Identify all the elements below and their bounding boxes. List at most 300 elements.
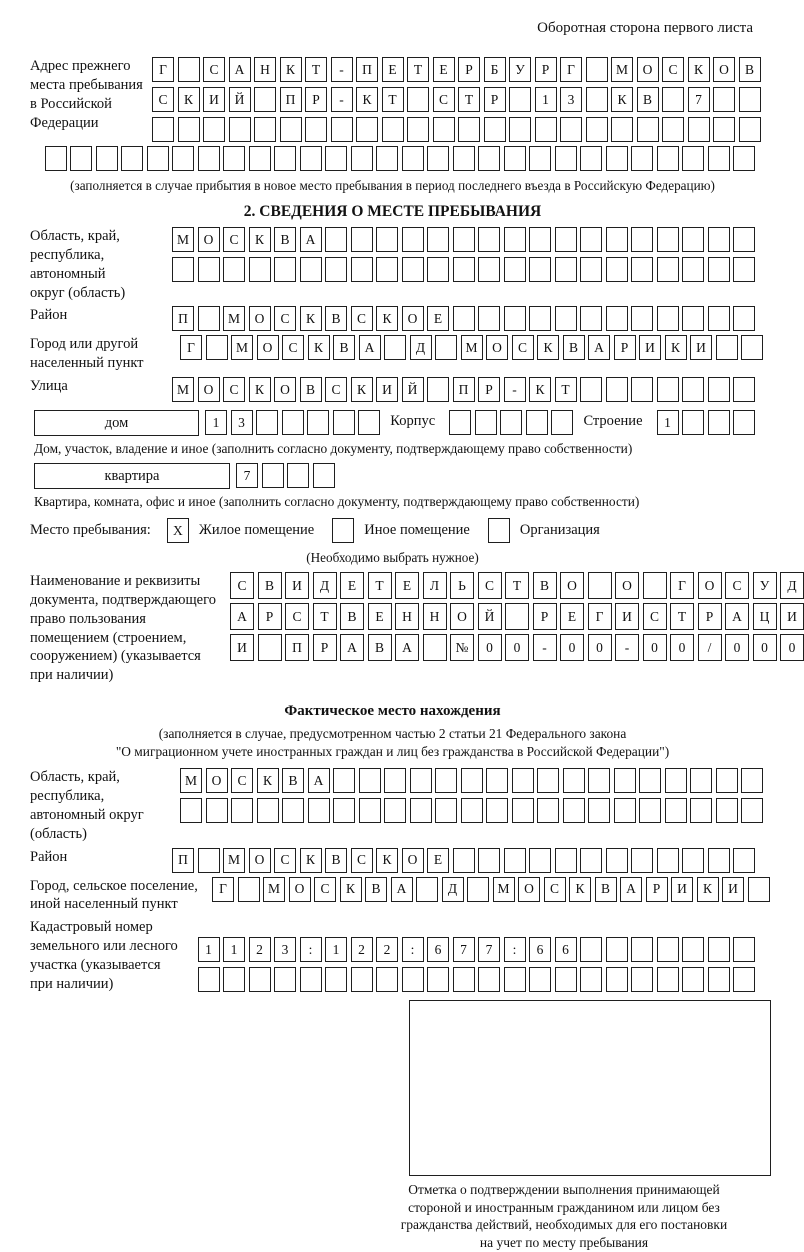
- char-cell[interactable]: [555, 257, 577, 282]
- char-cell[interactable]: [453, 227, 475, 252]
- checkbox-zhiloe[interactable]: X: [167, 518, 189, 543]
- char-cell[interactable]: 0: [780, 634, 804, 661]
- char-cell[interactable]: [657, 937, 679, 962]
- char-cell[interactable]: 6: [555, 937, 577, 962]
- char-cell[interactable]: [351, 146, 373, 171]
- char-cell[interactable]: [486, 768, 508, 793]
- char-cell[interactable]: [537, 768, 559, 793]
- char-cell[interactable]: С: [152, 87, 174, 112]
- char-cell[interactable]: [708, 146, 730, 171]
- char-cell[interactable]: Т: [505, 572, 529, 599]
- char-cell[interactable]: [708, 848, 730, 873]
- char-cell[interactable]: Й: [402, 377, 424, 402]
- char-cell[interactable]: [733, 227, 755, 252]
- char-cell[interactable]: К: [300, 848, 322, 873]
- char-cell[interactable]: [682, 967, 704, 992]
- char-cell[interactable]: [512, 798, 534, 823]
- char-cell[interactable]: Р: [533, 603, 557, 630]
- char-cell[interactable]: [308, 798, 330, 823]
- char-cell[interactable]: [478, 146, 500, 171]
- char-cell[interactable]: Г: [212, 877, 234, 902]
- char-cell[interactable]: 0: [725, 634, 749, 661]
- char-cell[interactable]: [741, 768, 763, 793]
- char-cell[interactable]: Л: [423, 572, 447, 599]
- char-cell[interactable]: [152, 117, 174, 142]
- char-cell[interactable]: -: [331, 57, 353, 82]
- char-cell[interactable]: К: [249, 227, 271, 252]
- char-cell[interactable]: И: [230, 634, 254, 661]
- char-cell[interactable]: [535, 117, 557, 142]
- char-cell[interactable]: М: [231, 335, 253, 360]
- char-cell[interactable]: П: [356, 57, 378, 82]
- char-cell[interactable]: [586, 87, 608, 112]
- char-cell[interactable]: 3: [274, 937, 296, 962]
- char-cell[interactable]: [333, 768, 355, 793]
- char-cell[interactable]: И: [639, 335, 661, 360]
- char-cell[interactable]: [563, 798, 585, 823]
- char-cell[interactable]: С: [325, 377, 347, 402]
- char-cell[interactable]: [708, 377, 730, 402]
- char-cell[interactable]: С: [544, 877, 566, 902]
- char-cell[interactable]: [682, 377, 704, 402]
- char-cell[interactable]: [586, 117, 608, 142]
- char-cell[interactable]: 7: [453, 937, 475, 962]
- char-cell[interactable]: [690, 798, 712, 823]
- char-cell[interactable]: 2: [376, 937, 398, 962]
- char-cell[interactable]: [249, 967, 271, 992]
- char-cell[interactable]: [282, 410, 304, 435]
- char-cell[interactable]: 0: [560, 634, 584, 661]
- char-cell[interactable]: Н: [254, 57, 276, 82]
- char-cell[interactable]: О: [518, 877, 540, 902]
- char-cell[interactable]: [384, 768, 406, 793]
- char-cell[interactable]: [739, 117, 761, 142]
- char-cell[interactable]: [453, 257, 475, 282]
- char-cell[interactable]: [435, 335, 457, 360]
- char-cell[interactable]: М: [493, 877, 515, 902]
- char-cell[interactable]: [631, 257, 653, 282]
- char-cell[interactable]: П: [285, 634, 309, 661]
- char-cell[interactable]: [435, 798, 457, 823]
- char-cell[interactable]: [402, 227, 424, 252]
- char-cell[interactable]: [662, 87, 684, 112]
- char-cell[interactable]: С: [351, 848, 373, 873]
- char-cell[interactable]: К: [351, 377, 373, 402]
- char-cell[interactable]: [555, 146, 577, 171]
- char-cell[interactable]: [682, 937, 704, 962]
- char-cell[interactable]: [606, 306, 628, 331]
- char-cell[interactable]: В: [533, 572, 557, 599]
- char-cell[interactable]: С: [230, 572, 254, 599]
- char-cell[interactable]: [588, 572, 612, 599]
- char-cell[interactable]: [333, 410, 355, 435]
- char-cell[interactable]: О: [560, 572, 584, 599]
- char-cell[interactable]: П: [172, 848, 194, 873]
- char-cell[interactable]: [223, 967, 245, 992]
- char-cell[interactable]: [580, 306, 602, 331]
- char-cell[interactable]: Д: [780, 572, 804, 599]
- char-cell[interactable]: [356, 117, 378, 142]
- char-cell[interactable]: К: [665, 335, 687, 360]
- char-cell[interactable]: А: [300, 227, 322, 252]
- char-cell[interactable]: О: [249, 306, 271, 331]
- char-cell[interactable]: 1: [223, 937, 245, 962]
- char-cell[interactable]: Д: [313, 572, 337, 599]
- char-cell[interactable]: [733, 257, 755, 282]
- char-cell[interactable]: [384, 798, 406, 823]
- char-cell[interactable]: Е: [427, 848, 449, 873]
- char-cell[interactable]: [325, 227, 347, 252]
- char-cell[interactable]: [427, 967, 449, 992]
- char-cell[interactable]: [172, 257, 194, 282]
- char-cell[interactable]: 6: [427, 937, 449, 962]
- char-cell[interactable]: [198, 146, 220, 171]
- char-cell[interactable]: П: [453, 377, 475, 402]
- char-cell[interactable]: А: [395, 634, 419, 661]
- char-cell[interactable]: [657, 967, 679, 992]
- char-cell[interactable]: С: [223, 377, 245, 402]
- char-cell[interactable]: [461, 768, 483, 793]
- char-cell[interactable]: М: [461, 335, 483, 360]
- char-cell[interactable]: [529, 146, 551, 171]
- char-cell[interactable]: Ь: [450, 572, 474, 599]
- char-cell[interactable]: 7: [688, 87, 710, 112]
- char-cell[interactable]: [435, 768, 457, 793]
- char-cell[interactable]: А: [340, 634, 364, 661]
- char-cell[interactable]: [238, 877, 260, 902]
- char-cell[interactable]: О: [249, 848, 271, 873]
- char-cell[interactable]: А: [359, 335, 381, 360]
- char-cell[interactable]: У: [753, 572, 777, 599]
- char-cell[interactable]: [614, 768, 636, 793]
- char-cell[interactable]: С: [282, 335, 304, 360]
- char-cell[interactable]: Т: [670, 603, 694, 630]
- char-cell[interactable]: [688, 117, 710, 142]
- char-cell[interactable]: [537, 798, 559, 823]
- char-cell[interactable]: [708, 227, 730, 252]
- char-cell[interactable]: [733, 306, 755, 331]
- char-cell[interactable]: 2: [249, 937, 271, 962]
- char-cell[interactable]: Р: [646, 877, 668, 902]
- char-cell[interactable]: [484, 117, 506, 142]
- char-cell[interactable]: М: [223, 848, 245, 873]
- char-cell[interactable]: Д: [442, 877, 464, 902]
- char-cell[interactable]: [427, 257, 449, 282]
- char-cell[interactable]: Е: [368, 603, 392, 630]
- char-cell[interactable]: [682, 306, 704, 331]
- char-cell[interactable]: [249, 146, 271, 171]
- char-cell[interactable]: С: [314, 877, 336, 902]
- char-cell[interactable]: В: [563, 335, 585, 360]
- char-cell[interactable]: К: [300, 306, 322, 331]
- char-cell[interactable]: М: [611, 57, 633, 82]
- char-cell[interactable]: 7: [236, 463, 258, 488]
- char-cell[interactable]: [733, 848, 755, 873]
- char-cell[interactable]: [453, 306, 475, 331]
- char-cell[interactable]: [504, 257, 526, 282]
- char-cell[interactable]: Н: [395, 603, 419, 630]
- char-cell[interactable]: О: [698, 572, 722, 599]
- char-cell[interactable]: 1: [205, 410, 227, 435]
- char-cell[interactable]: О: [402, 306, 424, 331]
- char-cell[interactable]: С: [274, 848, 296, 873]
- char-cell[interactable]: [708, 967, 730, 992]
- char-cell[interactable]: Е: [340, 572, 364, 599]
- char-cell[interactable]: А: [229, 57, 251, 82]
- char-cell[interactable]: Й: [229, 87, 251, 112]
- char-cell[interactable]: С: [274, 306, 296, 331]
- char-cell[interactable]: Г: [152, 57, 174, 82]
- char-cell[interactable]: [555, 227, 577, 252]
- char-cell[interactable]: [716, 335, 738, 360]
- char-cell[interactable]: Г: [560, 57, 582, 82]
- char-cell[interactable]: [529, 227, 551, 252]
- char-cell[interactable]: 7: [478, 937, 500, 962]
- char-cell[interactable]: [223, 146, 245, 171]
- char-cell[interactable]: В: [325, 848, 347, 873]
- char-cell[interactable]: О: [402, 848, 424, 873]
- char-cell[interactable]: О: [615, 572, 639, 599]
- char-cell[interactable]: К: [697, 877, 719, 902]
- char-cell[interactable]: Ц: [753, 603, 777, 630]
- char-cell[interactable]: [257, 798, 279, 823]
- kvartira-type-box[interactable]: квартира: [34, 463, 230, 489]
- char-cell[interactable]: П: [172, 306, 194, 331]
- char-cell[interactable]: [682, 257, 704, 282]
- char-cell[interactable]: А: [230, 603, 254, 630]
- char-cell[interactable]: [526, 410, 548, 435]
- char-cell[interactable]: О: [206, 768, 228, 793]
- char-cell[interactable]: [588, 798, 610, 823]
- char-cell[interactable]: -: [331, 87, 353, 112]
- char-cell[interactable]: В: [739, 57, 761, 82]
- char-cell[interactable]: [178, 117, 200, 142]
- char-cell[interactable]: К: [178, 87, 200, 112]
- char-cell[interactable]: [708, 410, 730, 435]
- char-cell[interactable]: В: [368, 634, 392, 661]
- char-cell[interactable]: [580, 257, 602, 282]
- char-cell[interactable]: [478, 967, 500, 992]
- char-cell[interactable]: :: [402, 937, 424, 962]
- char-cell[interactable]: [529, 257, 551, 282]
- char-cell[interactable]: А: [725, 603, 749, 630]
- char-cell[interactable]: С: [285, 603, 309, 630]
- char-cell[interactable]: А: [588, 335, 610, 360]
- char-cell[interactable]: [733, 377, 755, 402]
- char-cell[interactable]: [733, 146, 755, 171]
- char-cell[interactable]: И: [615, 603, 639, 630]
- char-cell[interactable]: К: [688, 57, 710, 82]
- char-cell[interactable]: М: [263, 877, 285, 902]
- char-cell[interactable]: [300, 257, 322, 282]
- char-cell[interactable]: №: [450, 634, 474, 661]
- char-cell[interactable]: О: [713, 57, 735, 82]
- char-cell[interactable]: 1: [325, 937, 347, 962]
- char-cell[interactable]: [504, 227, 526, 252]
- char-cell[interactable]: [256, 410, 278, 435]
- char-cell[interactable]: М: [172, 227, 194, 252]
- char-cell[interactable]: [478, 306, 500, 331]
- char-cell[interactable]: [376, 146, 398, 171]
- char-cell[interactable]: [402, 146, 424, 171]
- char-cell[interactable]: [203, 117, 225, 142]
- char-cell[interactable]: 0: [588, 634, 612, 661]
- char-cell[interactable]: [305, 117, 327, 142]
- char-cell[interactable]: [631, 146, 653, 171]
- char-cell[interactable]: [461, 798, 483, 823]
- char-cell[interactable]: 3: [560, 87, 582, 112]
- char-cell[interactable]: [410, 768, 432, 793]
- char-cell[interactable]: О: [274, 377, 296, 402]
- char-cell[interactable]: Е: [382, 57, 404, 82]
- char-cell[interactable]: [416, 877, 438, 902]
- char-cell[interactable]: [580, 937, 602, 962]
- char-cell[interactable]: [662, 117, 684, 142]
- char-cell[interactable]: -: [533, 634, 557, 661]
- char-cell[interactable]: [258, 634, 282, 661]
- char-cell[interactable]: С: [433, 87, 455, 112]
- char-cell[interactable]: [716, 768, 738, 793]
- char-cell[interactable]: [637, 117, 659, 142]
- char-cell[interactable]: [690, 768, 712, 793]
- char-cell[interactable]: [657, 306, 679, 331]
- char-cell[interactable]: [331, 117, 353, 142]
- char-cell[interactable]: [206, 798, 228, 823]
- char-cell[interactable]: [555, 306, 577, 331]
- char-cell[interactable]: А: [620, 877, 642, 902]
- char-cell[interactable]: С: [662, 57, 684, 82]
- char-cell[interactable]: [509, 87, 531, 112]
- char-cell[interactable]: К: [257, 768, 279, 793]
- char-cell[interactable]: С: [512, 335, 534, 360]
- char-cell[interactable]: И: [780, 603, 804, 630]
- char-cell[interactable]: [733, 410, 755, 435]
- char-cell[interactable]: М: [172, 377, 194, 402]
- char-cell[interactable]: К: [537, 335, 559, 360]
- char-cell[interactable]: 6: [529, 937, 551, 962]
- checkbox-inoe[interactable]: [332, 518, 354, 543]
- char-cell[interactable]: [555, 848, 577, 873]
- char-cell[interactable]: О: [257, 335, 279, 360]
- char-cell[interactable]: Г: [670, 572, 694, 599]
- char-cell[interactable]: Р: [614, 335, 636, 360]
- char-cell[interactable]: [249, 257, 271, 282]
- char-cell[interactable]: [433, 117, 455, 142]
- char-cell[interactable]: [478, 257, 500, 282]
- char-cell[interactable]: О: [289, 877, 311, 902]
- char-cell[interactable]: О: [198, 227, 220, 252]
- char-cell[interactable]: [733, 967, 755, 992]
- char-cell[interactable]: К: [376, 848, 398, 873]
- char-cell[interactable]: [505, 603, 529, 630]
- char-cell[interactable]: [280, 117, 302, 142]
- char-cell[interactable]: [504, 306, 526, 331]
- dom-type-box[interactable]: дом: [34, 410, 199, 436]
- char-cell[interactable]: И: [722, 877, 744, 902]
- char-cell[interactable]: [325, 146, 347, 171]
- char-cell[interactable]: [198, 967, 220, 992]
- char-cell[interactable]: [198, 306, 220, 331]
- char-cell[interactable]: 0: [478, 634, 502, 661]
- char-cell[interactable]: [504, 146, 526, 171]
- char-cell[interactable]: 1: [657, 410, 679, 435]
- char-cell[interactable]: [588, 768, 610, 793]
- char-cell[interactable]: С: [351, 306, 373, 331]
- char-cell[interactable]: [631, 937, 653, 962]
- char-cell[interactable]: [467, 877, 489, 902]
- char-cell[interactable]: Е: [427, 306, 449, 331]
- char-cell[interactable]: [45, 146, 67, 171]
- char-cell[interactable]: [733, 937, 755, 962]
- char-cell[interactable]: [449, 410, 471, 435]
- char-cell[interactable]: И: [376, 377, 398, 402]
- char-cell[interactable]: О: [198, 377, 220, 402]
- char-cell[interactable]: И: [285, 572, 309, 599]
- char-cell[interactable]: [287, 463, 309, 488]
- char-cell[interactable]: В: [300, 377, 322, 402]
- char-cell[interactable]: [307, 410, 329, 435]
- char-cell[interactable]: М: [223, 306, 245, 331]
- char-cell[interactable]: К: [376, 306, 398, 331]
- char-cell[interactable]: В: [258, 572, 282, 599]
- char-cell[interactable]: [500, 410, 522, 435]
- char-cell[interactable]: О: [486, 335, 508, 360]
- char-cell[interactable]: Р: [305, 87, 327, 112]
- char-cell[interactable]: [708, 306, 730, 331]
- char-cell[interactable]: Т: [407, 57, 429, 82]
- char-cell[interactable]: 1: [535, 87, 557, 112]
- char-cell[interactable]: В: [282, 768, 304, 793]
- char-cell[interactable]: [410, 798, 432, 823]
- char-cell[interactable]: [504, 848, 526, 873]
- char-cell[interactable]: [147, 146, 169, 171]
- char-cell[interactable]: [580, 967, 602, 992]
- char-cell[interactable]: [631, 377, 653, 402]
- char-cell[interactable]: [359, 768, 381, 793]
- char-cell[interactable]: [560, 117, 582, 142]
- char-cell[interactable]: [427, 377, 449, 402]
- char-cell[interactable]: [643, 572, 667, 599]
- char-cell[interactable]: Т: [458, 87, 480, 112]
- char-cell[interactable]: С: [643, 603, 667, 630]
- char-cell[interactable]: :: [300, 937, 322, 962]
- char-cell[interactable]: [665, 768, 687, 793]
- char-cell[interactable]: [402, 967, 424, 992]
- char-cell[interactable]: [358, 410, 380, 435]
- char-cell[interactable]: [665, 798, 687, 823]
- char-cell[interactable]: С: [203, 57, 225, 82]
- char-cell[interactable]: [512, 768, 534, 793]
- char-cell[interactable]: Т: [305, 57, 327, 82]
- char-cell[interactable]: Е: [395, 572, 419, 599]
- char-cell[interactable]: 0: [753, 634, 777, 661]
- char-cell[interactable]: [384, 335, 406, 360]
- char-cell[interactable]: П: [280, 87, 302, 112]
- char-cell[interactable]: К: [356, 87, 378, 112]
- char-cell[interactable]: [407, 87, 429, 112]
- char-cell[interactable]: О: [450, 603, 474, 630]
- char-cell[interactable]: [351, 227, 373, 252]
- char-cell[interactable]: Г: [588, 603, 612, 630]
- char-cell[interactable]: [708, 937, 730, 962]
- char-cell[interactable]: -: [615, 634, 639, 661]
- char-cell[interactable]: [611, 117, 633, 142]
- char-cell[interactable]: -: [504, 377, 526, 402]
- char-cell[interactable]: [382, 117, 404, 142]
- char-cell[interactable]: М: [180, 768, 202, 793]
- char-cell[interactable]: [407, 117, 429, 142]
- char-cell[interactable]: Т: [382, 87, 404, 112]
